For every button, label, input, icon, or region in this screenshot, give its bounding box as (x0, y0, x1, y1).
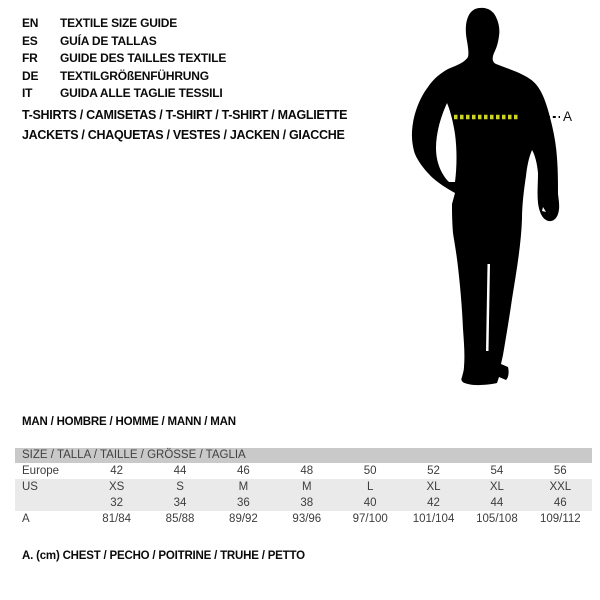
language-code: DE (22, 68, 39, 83)
language-code: IT (22, 86, 33, 100)
size-table-body (15, 463, 592, 527)
size-cell: 50 (363, 465, 377, 477)
size-cell: XXL (549, 481, 572, 493)
language-code: EN (22, 16, 39, 30)
row-label: US (22, 481, 38, 493)
language-guide-label: GUÍA DE TALLAS (60, 33, 157, 48)
size-cell: 109/112 (539, 513, 581, 525)
language-guide-label: GUIDE DES TAILLES TEXTILE (60, 51, 227, 65)
size-cell: 97/100 (352, 513, 388, 525)
size-cell: M (302, 481, 312, 493)
size-table-header: SIZE / TALLA / TAILLE / GRÖSSE / TAGLIA (15, 448, 592, 463)
size-cell: 44 (173, 465, 187, 477)
size-cell: 54 (490, 465, 504, 477)
size-table-row-a (15, 511, 592, 527)
size-cell: 81/84 (102, 513, 132, 525)
size-cell: 85/88 (165, 513, 195, 525)
language-row-es (22, 33, 226, 51)
language-guide-label: TEXTILE SIZE GUIDE (60, 16, 178, 30)
language-guide-list (22, 15, 226, 103)
size-table-row-sizes (15, 495, 592, 511)
size-cell: 46 (553, 497, 567, 509)
size-cell: M (238, 481, 249, 493)
language-row-de (22, 68, 226, 86)
section-title-man: MAN / HOMBRE / HOMME / MANN / MAN (22, 416, 236, 428)
language-row-it (22, 85, 226, 103)
size-cell: XL (489, 481, 504, 493)
size-cell: 38 (300, 497, 314, 509)
size-table-row-us (15, 479, 592, 495)
size-cell: 56 (553, 465, 567, 477)
size-cell: 40 (363, 497, 377, 509)
row-label: Europe (22, 465, 60, 477)
measurement-a-label: A (563, 109, 573, 124)
size-cell: S (176, 481, 184, 493)
size-cell: 46 (237, 465, 250, 477)
man-silhouette (412, 8, 559, 385)
size-cell: 44 (490, 497, 504, 509)
size-cell: 89/92 (229, 513, 258, 525)
language-row-fr (22, 50, 226, 68)
size-cell: 93/96 (292, 513, 322, 525)
man-silhouette-figure (408, 6, 574, 402)
size-cell: 52 (427, 465, 440, 477)
size-cell: XL (426, 481, 441, 493)
size-cell: 42 (110, 465, 124, 477)
language-guide-label: TEXTILGRÖßENFÜHRUNG (60, 68, 209, 83)
size-cell: L (366, 481, 374, 493)
size-cell: XS (109, 481, 125, 493)
category-lines (22, 105, 347, 145)
size-table (15, 448, 592, 527)
size-cell: 42 (427, 497, 440, 509)
language-code: ES (22, 33, 38, 48)
row-label (15, 495, 85, 511)
size-cell: 36 (237, 497, 250, 509)
row-label: A (22, 513, 30, 525)
category-line-jackets: JACKETS / CHAQUETAS / VESTES / JACKEN / GIACCHE (22, 128, 345, 142)
size-cell: 101/104 (412, 513, 455, 525)
category-line-tshirts: T-SHIRTS / CAMISETAS / T-SHIRT / T-SHIRT / MAGLIETTE (22, 108, 348, 122)
size-cell: 105/108 (476, 513, 518, 525)
size-table-row-europe (15, 463, 592, 479)
language-row-en (22, 15, 226, 33)
size-cell: 34 (173, 497, 187, 509)
size-cell: 48 (300, 465, 314, 477)
language-guide-label: GUIDA ALLE TAGLIE TESSILI (60, 86, 223, 100)
size-cell: 32 (110, 497, 124, 509)
measurement-footnote: A. (cm) CHEST / PECHO / POITRINE / TRUHE / PETTO (22, 550, 305, 562)
language-code: FR (22, 51, 38, 65)
